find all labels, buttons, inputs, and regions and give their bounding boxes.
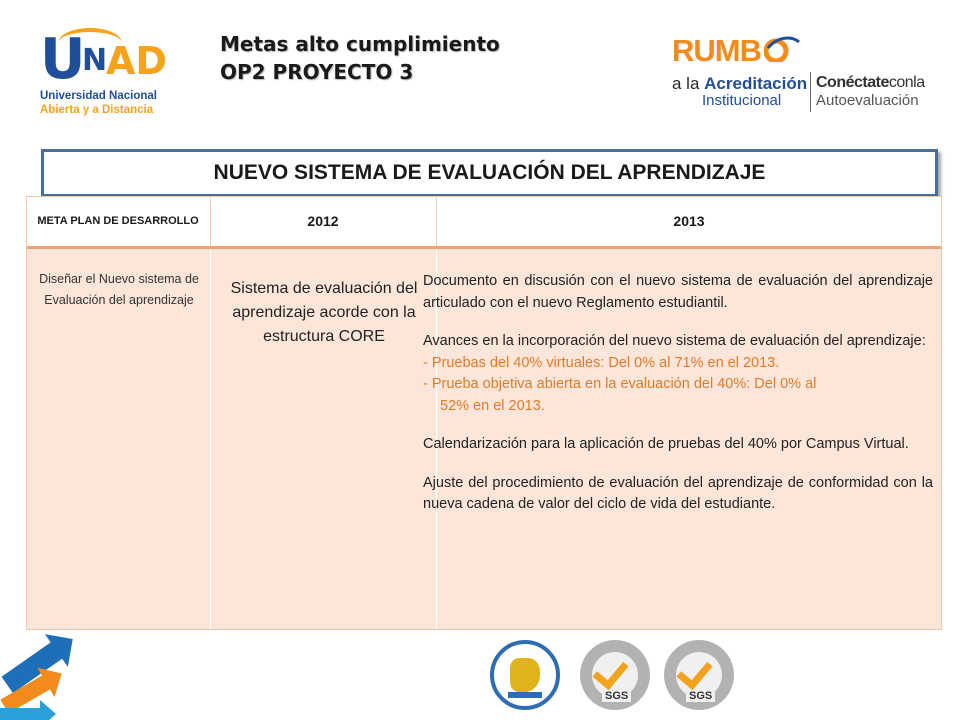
cell-2013: [423, 271, 933, 516]
rumbo-right-bold: Conéctate: [816, 74, 889, 91]
rumbo-line3: Institucional: [702, 92, 782, 109]
slide-title: [220, 30, 500, 86]
certification-seal-sgs-2: [664, 640, 734, 710]
header-meta-plan: META PLAN DE DESARROLLO: [37, 215, 199, 227]
cell-2013-paragraph-2: Avances en la incorporación del nuevo sistema de evaluación del aprendizaje:: [423, 333, 926, 349]
cell-2012: Sistema de evaluación del aprendizaje acorde con la estructura CORE: [230, 280, 418, 345]
rumbo-line2-prefix: a la: [672, 74, 700, 93]
header-2012: 2012: [307, 213, 339, 229]
unad-logo-line1: Universidad Nacional: [40, 90, 157, 102]
rumbo-right-line2: Autoevaluación: [816, 92, 919, 109]
cell-2013-paragraph-1: Documento en discusión con el nuevo sistema de evaluación del aprendizaje articulado con el nuevo Reglamento estudiantil.: [423, 273, 933, 311]
certification-seal-sgs-1: [580, 640, 650, 710]
unad-logo-u: U: [40, 27, 86, 92]
cell-2013-bullet-1: - Pruebas del 40% virtuales: Del 0% al 71% en el 2013.: [423, 354, 780, 371]
table-header: [26, 196, 942, 249]
seal-band: [508, 692, 542, 698]
title-line-1: Metas alto cumplimiento: [220, 32, 500, 56]
rumbo-divider: [810, 72, 811, 112]
rumbo-right-rest: conla: [888, 74, 925, 91]
rumbo-swoosh-icon: [764, 36, 800, 62]
unad-logo-n: N: [82, 43, 108, 78]
unad-logo-line2: Abierta y a Distancia: [40, 104, 154, 116]
sgs-label: SGS: [602, 690, 631, 702]
goals-table: [26, 196, 942, 630]
title-line-2: OP2 PROYECTO 3: [220, 60, 414, 84]
cell-2013-bullet-2-cont: 52% en el 2013.: [440, 397, 545, 414]
certification-seal-icontec: [490, 640, 560, 710]
row-divider: [210, 249, 211, 630]
rumbo-line2: [672, 74, 807, 94]
rumbo-word: RUMB: [672, 33, 761, 68]
cell-2013-paragraph-4: Ajuste del procedimiento de evaluación del aprendizaje de conformidad con la nueva cadena de valor del ciclo de vida del estudiante.: [423, 474, 933, 512]
cell-meta: Diseñar el Nuevo sistema de Evaluación del aprendizaje: [39, 272, 199, 307]
rumbo-right-line1: [816, 74, 925, 92]
header-2013: 2013: [673, 213, 705, 229]
unad-logo-ad: AD: [106, 39, 167, 83]
rumbo-line2-bold: Acreditación: [704, 74, 808, 93]
cell-2013-paragraph-3: Calendarización para la aplicación de pruebas del 40% por Campus Virtual.: [423, 436, 909, 452]
cell-2013-bullet-2: - Prueba objetiva abierta en la evaluación del 40%: Del 0% al: [423, 376, 817, 392]
table-row: [26, 249, 942, 630]
header-divider: [436, 196, 437, 246]
section-heading: NUEVO SISTEMA DE EVALUACIÓN DEL APRENDIZAJE: [41, 149, 938, 197]
sgs-label: SGS: [686, 690, 715, 702]
header-divider: [210, 196, 211, 246]
rumbo-acreditacion-logo: [672, 34, 942, 114]
colombia-map-icon: [510, 658, 540, 692]
arrows-decoration: [0, 612, 110, 720]
